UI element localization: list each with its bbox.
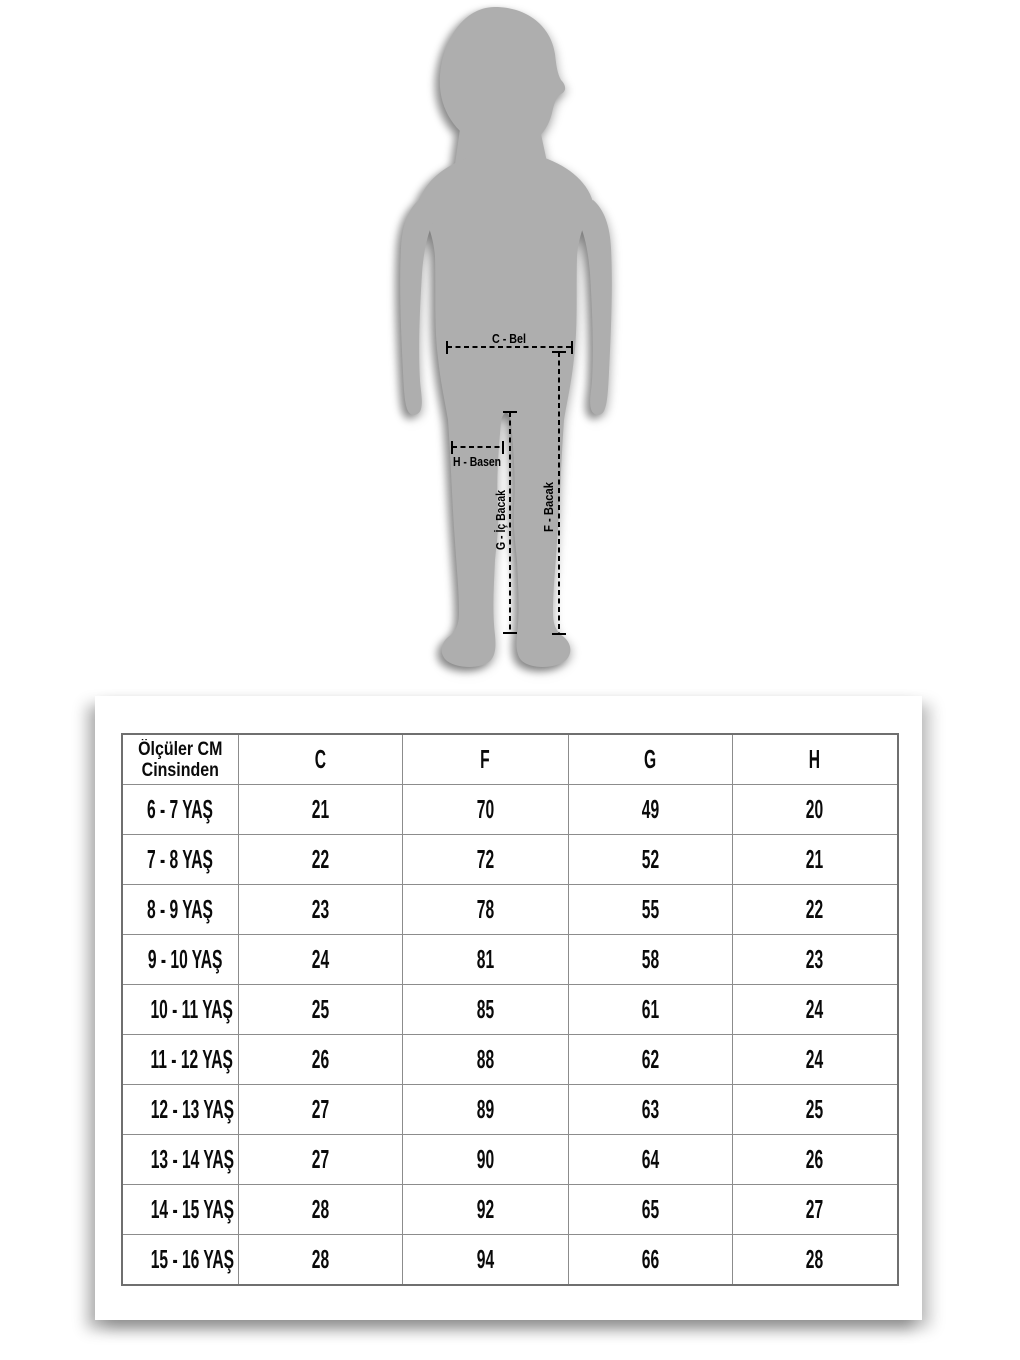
value-cell-h bbox=[732, 1135, 898, 1185]
value-cell-g bbox=[568, 1185, 732, 1235]
value-g: 66 bbox=[641, 1244, 659, 1274]
body-measurement-diagram bbox=[395, 0, 625, 690]
value-cell-c bbox=[238, 935, 402, 985]
column-header-f bbox=[402, 734, 568, 785]
corner-header-cell bbox=[122, 734, 238, 785]
value-cell-f bbox=[402, 1135, 568, 1185]
column-header-g bbox=[568, 734, 732, 785]
value-cell-c bbox=[238, 785, 402, 835]
value-h: 28 bbox=[806, 1244, 824, 1274]
age-range-label: 10 - 11 YAŞ bbox=[150, 994, 233, 1024]
value-f: 81 bbox=[476, 944, 494, 974]
column-header-c bbox=[238, 734, 402, 785]
value-g: 63 bbox=[641, 1094, 659, 1124]
value-cell-g bbox=[568, 835, 732, 885]
value-f: 90 bbox=[476, 1144, 494, 1174]
age-range-label: 9 - 10 YAŞ bbox=[147, 944, 223, 974]
value-g: 64 bbox=[641, 1144, 659, 1174]
value-cell-f bbox=[402, 1185, 568, 1235]
column-header-h-label: H bbox=[809, 744, 821, 774]
value-cell-c bbox=[238, 835, 402, 885]
column-header-h bbox=[732, 734, 898, 785]
value-cell-h bbox=[732, 985, 898, 1035]
value-cell-f bbox=[402, 1035, 568, 1085]
age-range-cell bbox=[122, 1135, 238, 1185]
value-cell-f bbox=[402, 835, 568, 885]
value-c: 28 bbox=[311, 1244, 329, 1274]
value-cell-h bbox=[732, 785, 898, 835]
age-range-label: 11 - 12 YAŞ bbox=[150, 1044, 233, 1074]
value-f: 94 bbox=[476, 1244, 494, 1274]
leg-measure-label: F - Bacak bbox=[541, 474, 556, 532]
value-g: 49 bbox=[641, 794, 659, 824]
value-cell-g bbox=[568, 1235, 732, 1286]
value-c: 23 bbox=[311, 894, 329, 924]
value-c: 26 bbox=[311, 1044, 329, 1074]
value-h: 23 bbox=[806, 944, 824, 974]
value-cell-c bbox=[238, 1185, 402, 1235]
value-c: 28 bbox=[311, 1194, 329, 1224]
value-g: 61 bbox=[641, 994, 659, 1024]
table-row bbox=[122, 1035, 898, 1085]
corner-header-line2: Cinsinden bbox=[141, 759, 219, 781]
size-table bbox=[121, 733, 899, 1286]
age-range-label: 14 - 15 YAŞ bbox=[150, 1194, 235, 1224]
value-h: 21 bbox=[806, 844, 824, 874]
column-header-g-label: G bbox=[643, 744, 657, 774]
value-cell-c bbox=[238, 1235, 402, 1286]
age-range-label: 13 - 14 YAŞ bbox=[150, 1144, 235, 1174]
value-cell-g bbox=[568, 885, 732, 935]
age-range-cell bbox=[122, 835, 238, 885]
age-range-cell bbox=[122, 1035, 238, 1085]
value-cell-g bbox=[568, 1035, 732, 1085]
value-c: 27 bbox=[311, 1144, 329, 1174]
value-f: 92 bbox=[476, 1194, 494, 1224]
table-row bbox=[122, 985, 898, 1035]
value-g: 52 bbox=[641, 844, 659, 874]
value-h: 24 bbox=[806, 1044, 824, 1074]
value-cell-f bbox=[402, 785, 568, 835]
column-header-c-label: C bbox=[314, 744, 326, 774]
value-cell-g bbox=[568, 785, 732, 835]
value-h: 24 bbox=[806, 994, 824, 1024]
waist-measure-label: C - Bel bbox=[492, 331, 526, 346]
age-range-cell bbox=[122, 785, 238, 835]
value-f: 88 bbox=[476, 1044, 494, 1074]
hip-measure-label: H - Basen bbox=[453, 454, 502, 469]
value-cell-h bbox=[732, 1085, 898, 1135]
measurement-annotations bbox=[395, 0, 625, 690]
corner-header-line1: Ölçüler CM bbox=[138, 738, 223, 760]
value-cell-h bbox=[732, 1235, 898, 1286]
age-range-cell bbox=[122, 1085, 238, 1135]
value-cell-c bbox=[238, 1035, 402, 1085]
value-cell-g bbox=[568, 985, 732, 1035]
value-cell-h bbox=[732, 885, 898, 935]
value-cell-c bbox=[238, 885, 402, 935]
value-cell-g bbox=[568, 1135, 732, 1185]
age-range-cell bbox=[122, 1185, 238, 1235]
value-c: 21 bbox=[311, 794, 329, 824]
value-cell-f bbox=[402, 1085, 568, 1135]
value-f: 70 bbox=[476, 794, 494, 824]
age-range-cell bbox=[122, 985, 238, 1035]
value-h: 27 bbox=[806, 1194, 824, 1224]
value-h: 22 bbox=[806, 894, 824, 924]
age-range-label: 6 - 7 YAŞ bbox=[147, 794, 214, 824]
column-header-f-label: F bbox=[480, 744, 490, 774]
table-row bbox=[122, 835, 898, 885]
value-cell-f bbox=[402, 935, 568, 985]
value-cell-f bbox=[402, 985, 568, 1035]
table-row bbox=[122, 1135, 898, 1185]
age-range-label: 7 - 8 YAŞ bbox=[147, 844, 214, 874]
value-c: 25 bbox=[311, 994, 329, 1024]
value-f: 72 bbox=[476, 844, 494, 874]
value-cell-c bbox=[238, 1085, 402, 1135]
value-f: 85 bbox=[476, 994, 494, 1024]
value-h: 25 bbox=[806, 1094, 824, 1124]
age-range-label: 8 - 9 YAŞ bbox=[147, 894, 214, 924]
value-h: 20 bbox=[806, 794, 824, 824]
value-f: 89 bbox=[476, 1094, 494, 1124]
value-cell-g bbox=[568, 935, 732, 985]
value-cell-h bbox=[732, 835, 898, 885]
table-row bbox=[122, 785, 898, 835]
value-g: 58 bbox=[641, 944, 659, 974]
value-c: 24 bbox=[311, 944, 329, 974]
table-row bbox=[122, 935, 898, 985]
header-row bbox=[122, 734, 898, 785]
value-cell-h bbox=[732, 935, 898, 985]
age-range-cell bbox=[122, 1235, 238, 1286]
inner-leg-measure-label: G - İç Bacak bbox=[493, 475, 508, 550]
value-h: 26 bbox=[806, 1144, 824, 1174]
value-g: 55 bbox=[641, 894, 659, 924]
size-table-card bbox=[95, 696, 922, 1320]
value-cell-h bbox=[732, 1035, 898, 1085]
value-c: 27 bbox=[311, 1094, 329, 1124]
value-g: 62 bbox=[641, 1044, 659, 1074]
value-cell-f bbox=[402, 885, 568, 935]
value-g: 65 bbox=[641, 1194, 659, 1224]
table-row bbox=[122, 1085, 898, 1135]
value-cell-h bbox=[732, 1185, 898, 1235]
value-cell-c bbox=[238, 985, 402, 1035]
value-c: 22 bbox=[311, 844, 329, 874]
value-cell-c bbox=[238, 1135, 402, 1185]
value-f: 78 bbox=[476, 894, 494, 924]
age-range-label: 15 - 16 YAŞ bbox=[150, 1244, 235, 1274]
table-row bbox=[122, 1235, 898, 1286]
age-range-cell bbox=[122, 885, 238, 935]
table-row bbox=[122, 885, 898, 935]
age-range-label: 12 - 13 YAŞ bbox=[150, 1094, 235, 1124]
age-range-cell bbox=[122, 935, 238, 985]
size-table-body bbox=[122, 785, 898, 1286]
value-cell-f bbox=[402, 1235, 568, 1286]
table-row bbox=[122, 1185, 898, 1235]
value-cell-g bbox=[568, 1085, 732, 1135]
